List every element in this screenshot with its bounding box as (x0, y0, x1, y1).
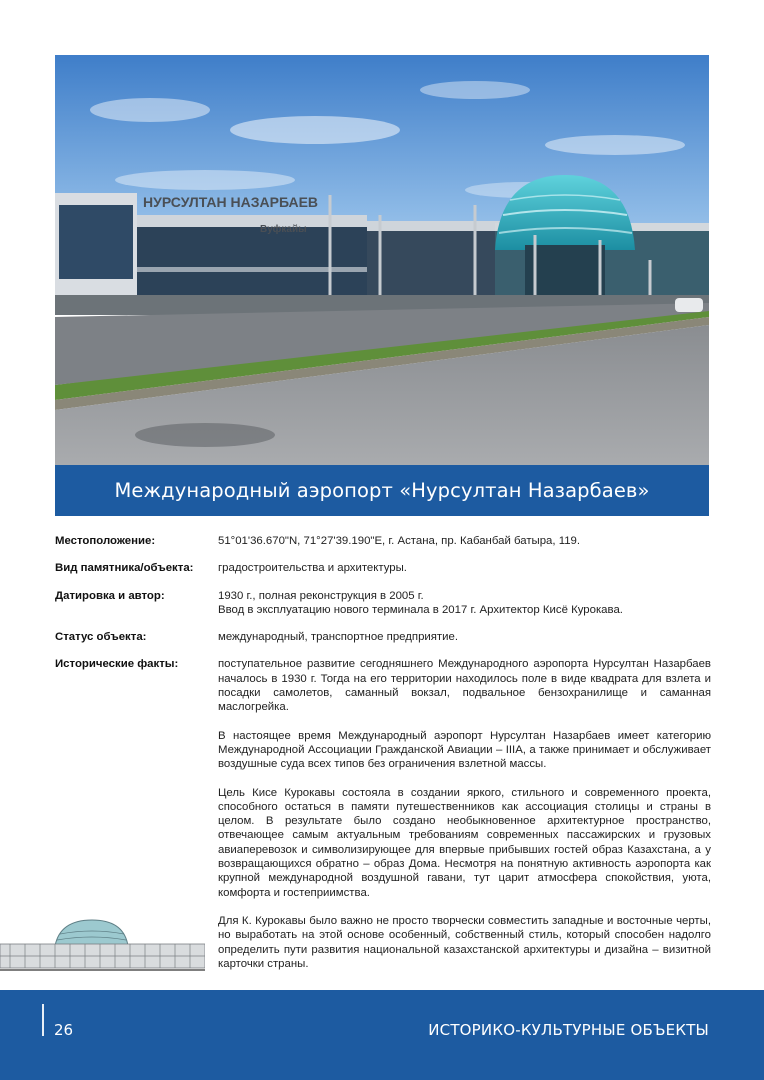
fact-label: Местоположение: (55, 535, 156, 547)
sign-text: НУРСУЛТАН НАЗАРБАЕВ (143, 194, 319, 210)
history-paragraph: Для К. Курокавы было важно не просто творчески совместить западные и восточные черты, но выработать на этой основе особенный, собственный стиль, который способен надолго определить пути развития национальной казахстанской архитектуры и дизайна – визитной карточки страны. (218, 914, 711, 970)
fact-label: Датировка и автор: (55, 589, 165, 602)
fact-location (55, 534, 711, 548)
fact-line: градостроительства и архитектуры. (218, 562, 407, 575)
fact-label: Вид памятника/объекта: (55, 562, 194, 575)
history-paragraph: поступательное развитие сегодняшнего Международного аэропорта Нурсултан Назарбаев началось в 1930 г. Тогда на его территории находилось поле в виде квадрата для взлета и посадки самолетов, саманный вокзал, подвальное бензохранилище и саманная маслогрейка. (218, 658, 711, 714)
page-footer (0, 990, 764, 1080)
section-title: ИСТОРИКО-КУЛЬТУРНЫЕ ОБЪЕКТЫ (428, 1021, 709, 1039)
fact-type (55, 561, 711, 575)
fact-line: Ввод в эксплуатацию нового терминала в 2017 г. Архитектор Кисё Курокава. (218, 603, 623, 616)
airport-photo (55, 55, 709, 465)
page-number: 26 (54, 1021, 74, 1039)
fact-line: международный, транспортное предприятие. (218, 631, 459, 644)
object-title: Международный аэропорт «Нурсултан Назарбаев» (114, 479, 650, 502)
object-title-bar (55, 465, 709, 516)
fact-dating (55, 589, 711, 618)
fact-status (55, 630, 711, 644)
fact-line: 51°01'36.670"N, 71°27'39.190"E, г. Астана, пр. Кабанбай батыра, 119. (218, 535, 581, 547)
sign-subtext: Вуфкайы (260, 224, 307, 235)
fact-value (218, 589, 711, 618)
fact-value (218, 534, 711, 548)
fact-value (218, 657, 711, 971)
footer-divider (42, 1004, 44, 1036)
fact-line: 1930 г., полная реконструкция в 2005 г. (218, 589, 424, 602)
history-paragraph: Цель Кисе Курокавы состояла в создании яркого, стильного и современного проекта, способного остаться в памяти путешественников как ассоциация столицы и страны в целом. В результате было создано необыкновенное архитектурное пространство, отвечающее самым актуальным требованиям современных пассажирских и грузовых авиаперевозок и символизирующее для впервые прибывших гостей образ Казахстана, а у возвращающихся обратно – образ Дома. Несмотря на понятную активность аэропорта как крупной международной воздушной гавани, тут царит атмосфера спокойствия, уюта, комфорта и гостеприимства. (218, 786, 711, 899)
fact-label: Исторические факты: (55, 658, 179, 671)
history-paragraph: В настоящее время Международный аэропорт Нурсултан Назарбаев имеет категорию Международной Ассоциации Гражданской Авиации – IIIA, а также принимает и обслуживает воздушные суда всех типов без ограничения взлетной массы. (218, 729, 711, 771)
fact-value (218, 630, 711, 644)
fact-value (218, 561, 711, 575)
terminal-sketch-illustration (0, 898, 205, 974)
fact-label: Статус объекта: (55, 631, 147, 644)
